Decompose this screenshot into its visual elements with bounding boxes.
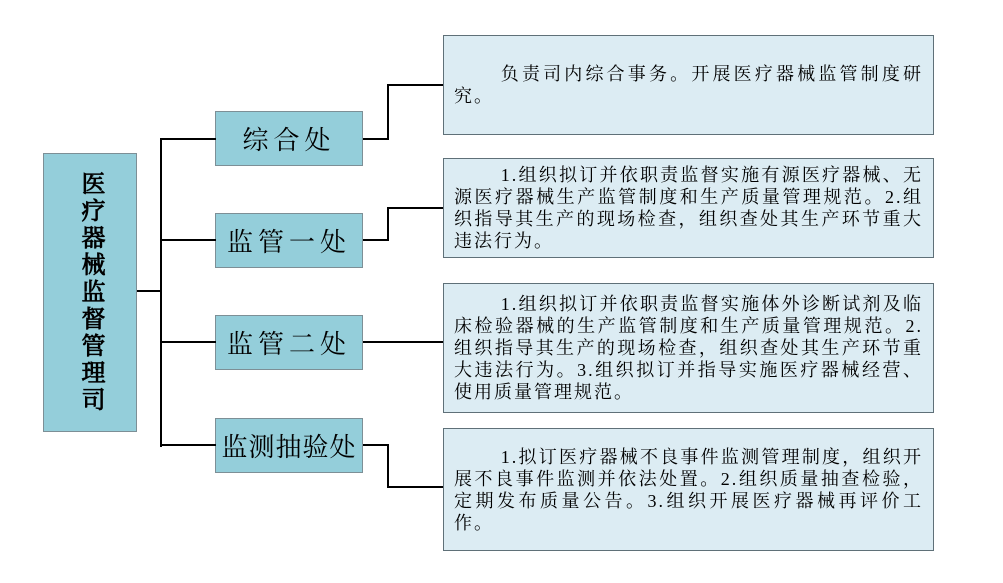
connector-trunk: [160, 138, 162, 447]
node-supervision-division-2-label: 监管二处: [226, 330, 351, 359]
root-node: [43, 153, 137, 432]
detail-supervision-division-2-text: 1.组织拟订并依职责监督实施体外诊断试剂及临床检验器械的生产监管制度和生产质量管理规范。2.组织指导其生产的现场检查，组织查处其生产环节重大违法行为。3.组织拟订并指导实施医疗器械经营、使用质量管理规范。: [454, 294, 923, 402]
connector-node-1-in: [387, 207, 443, 209]
detail-general-office-text: 负责司内综合事务。开展医疗器械监管制度研究。: [454, 64, 923, 106]
detail-supervision-division-2: [443, 283, 934, 413]
detail-supervision-division-1-text: 1.组织拟订并依职责监督实施有源医疗器械、无源医疗器械生产监管制度和生产质量管理规范。2.组织指导其生产的现场检查，组织查处其生产环节重大违法行为。: [454, 165, 923, 251]
connector-node-3-out: [363, 444, 389, 446]
connector-trunk-node-2: [160, 341, 216, 343]
connector-trunk-node-3: [160, 444, 216, 446]
connector-node-1-riser: [387, 207, 389, 241]
connector-node-0-out: [363, 138, 389, 140]
node-general-office-label: 综合处: [242, 126, 336, 155]
connector-node-2-in: [363, 341, 443, 343]
node-monitoring-sampling-division: [215, 418, 363, 473]
node-supervision-division-2: [215, 315, 363, 370]
connector-root-stub: [137, 290, 162, 292]
root-node-label: 医疗器械监督管理司: [77, 171, 103, 414]
detail-general-office: [443, 35, 934, 135]
connector-trunk-node-1: [160, 239, 216, 241]
connector-node-3-riser: [387, 444, 389, 488]
detail-supervision-division-1: [443, 158, 934, 258]
connector-trunk-node-0: [160, 138, 216, 140]
node-monitoring-sampling-division-label: 监测抽验处: [221, 433, 357, 462]
connector-node-1-out: [363, 239, 389, 241]
node-supervision-division-1: [215, 213, 363, 268]
detail-monitoring-sampling-division-text: 1.拟订医疗器械不良事件监测管理制度，组织开展不良事件监测并依法处置。2.组织质量抽查检验，定期发布质量公告。3.组织开展医疗器械再评价工作。: [454, 446, 923, 533]
detail-monitoring-sampling-division: [443, 428, 934, 551]
connector-node-0-riser: [387, 84, 389, 140]
node-general-office: [215, 111, 363, 166]
node-supervision-division-1-label: 监管一处: [226, 228, 351, 257]
connector-node-3-in: [387, 486, 443, 488]
connector-node-0-in: [387, 84, 443, 86]
